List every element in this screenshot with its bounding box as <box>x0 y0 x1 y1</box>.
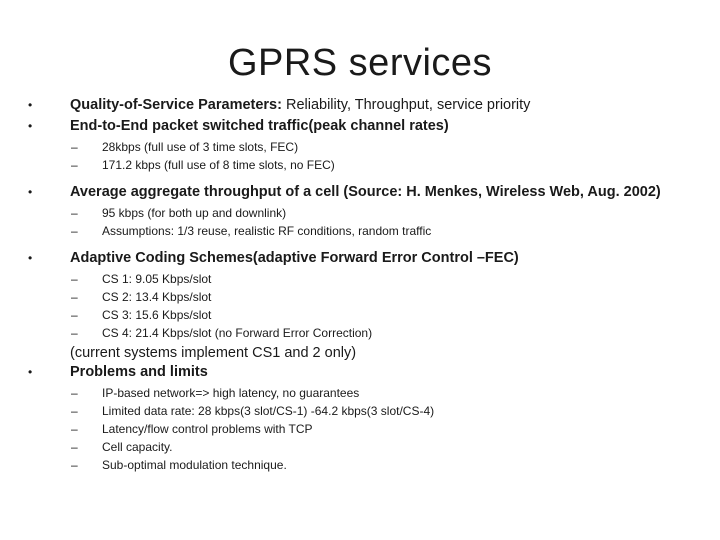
sub-item: – CS 4: 21.4 Kbps/slot (no Forward Error Correction) <box>71 326 373 340</box>
slide-body <box>28 96 708 474</box>
bullet-adaptive-heading: Adaptive Coding Schemes(adaptive Forward Error Control –FEC) <box>70 250 519 266</box>
sub-item: – CS 2: 13.4 Kbps/slot <box>71 290 212 304</box>
bullet-aggregate-throughput <box>28 183 708 202</box>
dash-marker: – <box>71 386 78 400</box>
sub-item: – 28kbps (full use of 3 time slots, FEC) <box>71 140 299 154</box>
bullet-qos-text: Reliability, Throughput, service priority <box>281 97 531 113</box>
sub-item: – CS 3: 15.6 Kbps/slot <box>71 308 212 322</box>
dash-marker: – <box>71 308 78 322</box>
dash-marker: – <box>71 140 78 154</box>
dash-marker: – <box>71 326 78 340</box>
bullet-marker: • <box>28 98 33 112</box>
bullet-qos-heading: Quality-of-Service Parameters: <box>70 97 282 113</box>
sub-item: – Sub-optimal modulation technique. <box>71 458 287 472</box>
sub-item: – CS 1: 9.05 Kbps/slot <box>71 272 212 286</box>
sub-item: – Latency/flow control problems with TCP <box>71 422 313 436</box>
bullet-aggregate-heading: Average aggregate throughput of a cell (Source: H. Menkes, Wireless Web, Aug. 2002) <box>70 184 661 200</box>
sub-item: – IP-based network=> high latency, no guarantees <box>71 386 360 400</box>
bullet-problems <box>28 363 708 382</box>
bullet-adaptive-coding <box>28 249 708 268</box>
dash-marker: – <box>71 224 78 238</box>
dash-marker: – <box>71 440 78 454</box>
bullet-marker: • <box>28 251 33 265</box>
dash-marker: – <box>71 290 78 304</box>
sub-item: – Assumptions: 1/3 reuse, realistic RF conditions, random traffic <box>71 224 432 238</box>
dash-marker: – <box>71 458 78 472</box>
dash-marker: – <box>71 422 78 436</box>
sub-item: – Cell capacity. <box>71 440 173 454</box>
bullet-marker: • <box>28 185 33 199</box>
bullet-end-to-end <box>28 117 708 136</box>
sub-item: – 95 kbps (for both up and downlink) <box>71 206 287 220</box>
bullet-end-to-end-heading: End-to-End packet switched traffic(peak channel rates) <box>70 118 449 134</box>
dash-marker: – <box>71 158 78 172</box>
dash-marker: – <box>71 272 78 286</box>
bullet-problems-heading: Problems and limits <box>70 364 208 380</box>
slide-title: GPRS services <box>227 42 493 84</box>
sub-item: – Limited data rate: 28 kbps(3 slot/CS-1) -64.2 kbps(3 slot/CS-4) <box>71 404 435 418</box>
bullet-marker: • <box>28 365 33 379</box>
adaptive-coding-note: (current systems implement CS1 and 2 only) <box>70 345 357 361</box>
sub-item: – 171.2 kbps (full use of 8 time slots, no FEC) <box>71 158 335 172</box>
dash-marker: – <box>71 206 78 220</box>
dash-marker: – <box>71 404 78 418</box>
bullet-marker: • <box>28 119 33 133</box>
bullet-qos <box>28 96 708 115</box>
